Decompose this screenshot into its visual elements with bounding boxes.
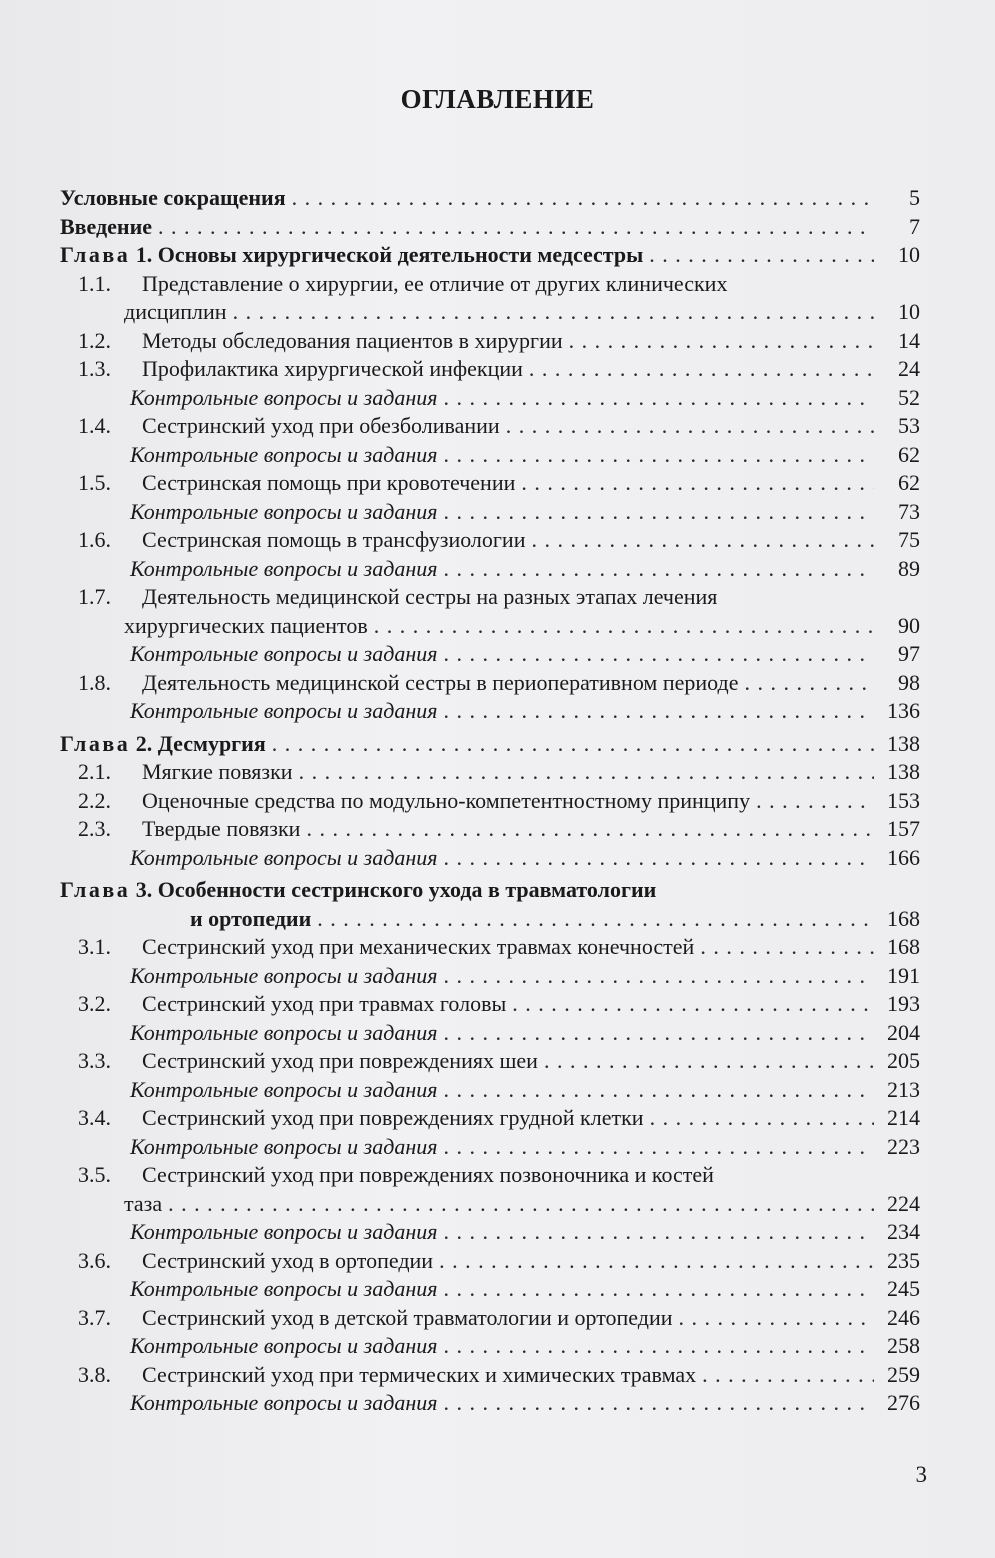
page-ref: 191 bbox=[887, 962, 920, 988]
questions-title: Контрольные вопросы и задания bbox=[130, 1390, 438, 1415]
questions-title: Контрольные вопросы и задания bbox=[130, 1333, 438, 1358]
entry-title-continued: дисциплин bbox=[124, 299, 227, 324]
section-title: Оценочные средства по модульно-компетентностному принципу bbox=[142, 787, 751, 813]
toc-entry bbox=[60, 788, 920, 817]
section-title: Деятельность медицинской сестры в периоперативном периоде bbox=[142, 669, 739, 695]
page-ref: 138 bbox=[887, 730, 920, 756]
page-ref: 7 bbox=[909, 213, 920, 239]
chapter-label: Глава bbox=[60, 242, 131, 267]
section-title: Сестринский уход при травмах головы bbox=[142, 991, 507, 1016]
page-ref: 10 bbox=[898, 299, 920, 324]
section-number: 3.3. bbox=[78, 1048, 111, 1073]
page-ref: 204 bbox=[887, 1019, 920, 1045]
section-number: 1.6. bbox=[78, 527, 111, 552]
leader-dots bbox=[569, 328, 874, 354]
toc-entry bbox=[60, 845, 920, 874]
leader-dots bbox=[700, 934, 874, 960]
chapter-title: 3. Особенности сестринского ухода в травматологии bbox=[135, 877, 657, 902]
page-ref: 10 bbox=[898, 242, 920, 267]
leader-dots bbox=[443, 499, 874, 525]
leader-dots bbox=[443, 1219, 874, 1245]
page-ref: 246 bbox=[887, 1304, 920, 1330]
questions-title: Контрольные вопросы и задания bbox=[130, 962, 438, 988]
chapter-title: 1. Основы хирургической деятельности медсестры bbox=[135, 242, 644, 267]
toc-entry bbox=[60, 934, 920, 963]
leader-dots bbox=[521, 470, 874, 496]
toc-entry bbox=[60, 442, 920, 471]
leader-dots bbox=[272, 731, 874, 757]
leader-dots bbox=[443, 698, 874, 724]
leader-dots bbox=[443, 963, 874, 989]
entry-title-continued: таза bbox=[124, 1190, 163, 1216]
chapter-label: Глава bbox=[60, 877, 131, 902]
section-number: 3.7. bbox=[78, 1304, 111, 1330]
page-ref: 138 bbox=[887, 759, 920, 784]
leader-dots bbox=[306, 816, 874, 842]
front-matter-title: Условные сокращения bbox=[60, 185, 286, 210]
toc-entry bbox=[60, 185, 920, 214]
section-number: 3.1. bbox=[78, 934, 111, 959]
toc-entry bbox=[60, 1134, 920, 1163]
section-title: Сестринский уход при механических травмах конечностей bbox=[142, 934, 695, 959]
section-title: Профилактика хирургической инфекции bbox=[142, 356, 523, 381]
questions-title: Контрольные вопросы и задания bbox=[130, 641, 438, 666]
section-title: Сестринская помощь в трансфузиологии bbox=[142, 527, 526, 552]
leader-dots bbox=[443, 1020, 874, 1046]
page-ref: 205 bbox=[887, 1048, 920, 1073]
toc-entry bbox=[60, 991, 920, 1020]
leader-dots bbox=[544, 1048, 874, 1074]
section-title: Сестринская помощь при кровотечении bbox=[142, 470, 516, 495]
toc-heading: ОГЛАВЛЕНИЕ bbox=[400, 84, 595, 114]
section-number: 1.4. bbox=[78, 413, 111, 438]
questions-title: Контрольные вопросы и задания bbox=[130, 698, 438, 723]
page-ref: 168 bbox=[887, 934, 920, 959]
toc-entry-line bbox=[60, 906, 920, 935]
toc-entry bbox=[60, 356, 920, 385]
page-ref: 214 bbox=[887, 1105, 920, 1130]
toc-entry bbox=[60, 1390, 920, 1419]
leader-dots bbox=[649, 242, 874, 268]
section-number: 3.2. bbox=[78, 991, 111, 1016]
leader-dots bbox=[650, 1105, 874, 1131]
section-title: Сестринский уход при термических и химических травмах bbox=[142, 1361, 697, 1387]
chapter-label: Глава bbox=[60, 730, 131, 756]
leader-dots bbox=[158, 214, 874, 240]
leader-dots bbox=[292, 185, 874, 211]
section-number: 2.3. bbox=[78, 816, 111, 841]
questions-title: Контрольные вопросы и задания bbox=[130, 1076, 438, 1102]
leader-dots bbox=[168, 1191, 874, 1217]
questions-title: Контрольные вопросы и задания bbox=[130, 498, 438, 524]
page-ref: 166 bbox=[887, 844, 920, 870]
section-title: Сестринский уход при повреждениях шеи bbox=[142, 1048, 538, 1073]
page-ref: 259 bbox=[887, 1361, 920, 1387]
page-ref: 89 bbox=[898, 555, 920, 581]
page-ref: 75 bbox=[898, 527, 920, 552]
section-title: Методы обследования пациентов в хирургии bbox=[142, 327, 563, 353]
section-number: 1.1. bbox=[78, 270, 111, 296]
section-number: 2.1. bbox=[78, 759, 111, 784]
toc-entry bbox=[60, 1276, 920, 1305]
section-title: Сестринский уход при обезболивании bbox=[142, 413, 500, 438]
page-ref: 193 bbox=[887, 991, 920, 1016]
leader-dots bbox=[702, 1362, 874, 1388]
page-ref: 53 bbox=[898, 413, 920, 438]
section-title: Мягкие повязки bbox=[142, 759, 293, 784]
leader-dots bbox=[756, 788, 874, 814]
leader-dots bbox=[443, 1333, 874, 1359]
leader-dots bbox=[443, 845, 874, 871]
page-number: 3 bbox=[915, 1462, 927, 1487]
questions-title: Контрольные вопросы и задания bbox=[130, 384, 438, 410]
leader-dots bbox=[531, 527, 874, 553]
toc-entry bbox=[60, 527, 920, 556]
toc-entry bbox=[60, 1020, 920, 1049]
toc-entry bbox=[60, 1305, 920, 1334]
toc-entry bbox=[60, 1219, 920, 1248]
leader-dots bbox=[443, 641, 874, 667]
section-title: Сестринский уход в детской травматологии и ортопедии bbox=[142, 1304, 673, 1330]
leader-dots bbox=[443, 1077, 874, 1103]
page-ref: 73 bbox=[898, 498, 920, 524]
page-ref: 97 bbox=[898, 641, 920, 666]
leader-dots bbox=[299, 759, 874, 785]
leader-dots bbox=[443, 1134, 874, 1160]
leader-dots bbox=[374, 613, 874, 639]
page-ref: 5 bbox=[909, 185, 920, 210]
page-ref: 98 bbox=[898, 669, 920, 695]
page-ref: 153 bbox=[887, 787, 920, 813]
page-ref: 276 bbox=[887, 1390, 920, 1415]
toc-entry-line bbox=[60, 613, 920, 642]
questions-title: Контрольные вопросы и задания bbox=[130, 555, 438, 581]
toc-entry bbox=[60, 1048, 920, 1077]
toc-entry bbox=[60, 641, 920, 670]
toc-entry bbox=[60, 963, 920, 992]
page-ref: 223 bbox=[887, 1133, 920, 1159]
toc-entry bbox=[60, 698, 920, 727]
toc-entry bbox=[60, 214, 920, 243]
toc-entry bbox=[60, 816, 920, 845]
page-ref: 168 bbox=[887, 905, 920, 931]
section-title: Сестринский уход при повреждениях позвоночника и костей bbox=[142, 1162, 714, 1187]
toc-entry-line bbox=[60, 271, 920, 300]
section-number: 1.2. bbox=[78, 327, 111, 353]
questions-title: Контрольные вопросы и задания bbox=[130, 1219, 438, 1244]
leader-dots bbox=[317, 906, 874, 932]
toc-entry bbox=[60, 470, 920, 499]
toc-entry bbox=[60, 413, 920, 442]
section-number: 3.8. bbox=[78, 1361, 111, 1387]
page-ref: 24 bbox=[898, 356, 920, 381]
page-ref: 213 bbox=[887, 1076, 920, 1102]
toc-entry bbox=[60, 242, 920, 271]
page-ref: 157 bbox=[887, 816, 920, 841]
toc-entry bbox=[60, 670, 920, 699]
toc-entry bbox=[60, 1333, 920, 1362]
page-ref: 52 bbox=[898, 384, 920, 410]
leader-dots bbox=[443, 385, 874, 411]
toc-entry bbox=[60, 731, 920, 760]
questions-title: Контрольные вопросы и задания bbox=[130, 1276, 438, 1301]
toc-entry bbox=[60, 556, 920, 585]
questions-title: Контрольные вопросы и задания bbox=[130, 441, 438, 467]
section-number: 1.8. bbox=[78, 669, 111, 695]
section-number: 3.5. bbox=[78, 1162, 111, 1187]
toc-entry bbox=[60, 499, 920, 528]
toc-entry-line bbox=[60, 877, 920, 906]
toc-entry-line bbox=[60, 299, 920, 328]
page-ref: 258 bbox=[887, 1333, 920, 1358]
table-of-contents bbox=[60, 185, 920, 1419]
toc-entry bbox=[60, 1248, 920, 1277]
section-number: 3.4. bbox=[78, 1105, 111, 1130]
leader-dots bbox=[506, 413, 874, 439]
page-ref: 234 bbox=[887, 1219, 920, 1244]
section-number: 1.3. bbox=[78, 356, 111, 381]
page-ref: 90 bbox=[898, 612, 920, 638]
page-ref: 14 bbox=[898, 327, 920, 353]
questions-title: Контрольные вопросы и задания bbox=[130, 1133, 438, 1159]
questions-title: Контрольные вопросы и задания bbox=[130, 1019, 438, 1045]
toc-entry bbox=[60, 385, 920, 414]
section-title: Сестринский уход при повреждениях грудной клетки bbox=[142, 1105, 644, 1130]
section-title: Сестринский уход в ортопедии bbox=[142, 1247, 434, 1273]
front-matter-title: Введение bbox=[60, 213, 153, 239]
page-ref: 62 bbox=[898, 441, 920, 467]
leader-dots bbox=[679, 1305, 874, 1331]
questions-title: Контрольные вопросы и задания bbox=[130, 844, 438, 870]
entry-title-continued: и ортопедии bbox=[190, 905, 312, 931]
toc-entry-line bbox=[60, 1162, 920, 1191]
section-number: 2.2. bbox=[78, 787, 111, 813]
leader-dots bbox=[443, 1390, 874, 1416]
toc-entry-line bbox=[60, 584, 920, 613]
section-number: 3.6. bbox=[78, 1247, 111, 1273]
toc-entry bbox=[60, 328, 920, 357]
page-ref: 136 bbox=[887, 698, 920, 723]
entry-title-continued: хирургических пациентов bbox=[124, 612, 368, 638]
section-title: Деятельность медицинской сестры на разных этапах лечения bbox=[142, 584, 718, 609]
toc-entry-line bbox=[60, 1191, 920, 1220]
section-title: Твердые повязки bbox=[142, 816, 301, 841]
section-number: 1.5. bbox=[78, 470, 111, 495]
toc-entry bbox=[60, 1362, 920, 1391]
chapter-title: 2. Десмургия bbox=[135, 730, 266, 756]
page-ref: 245 bbox=[887, 1276, 920, 1301]
leader-dots bbox=[233, 299, 874, 325]
leader-dots bbox=[744, 670, 874, 696]
leader-dots bbox=[443, 442, 874, 468]
toc-entry bbox=[60, 1105, 920, 1134]
leader-dots bbox=[443, 556, 874, 582]
toc-entry bbox=[60, 1077, 920, 1106]
toc-entry bbox=[60, 759, 920, 788]
leader-dots bbox=[512, 991, 874, 1017]
page-ref: 235 bbox=[887, 1247, 920, 1273]
section-title: Представление о хирургии, ее отличие от других клинических bbox=[142, 270, 728, 296]
leader-dots bbox=[529, 356, 874, 382]
leader-dots bbox=[443, 1276, 874, 1302]
leader-dots bbox=[439, 1248, 874, 1274]
page-ref: 224 bbox=[887, 1190, 920, 1216]
section-number: 1.7. bbox=[78, 584, 111, 609]
page-ref: 62 bbox=[898, 470, 920, 495]
